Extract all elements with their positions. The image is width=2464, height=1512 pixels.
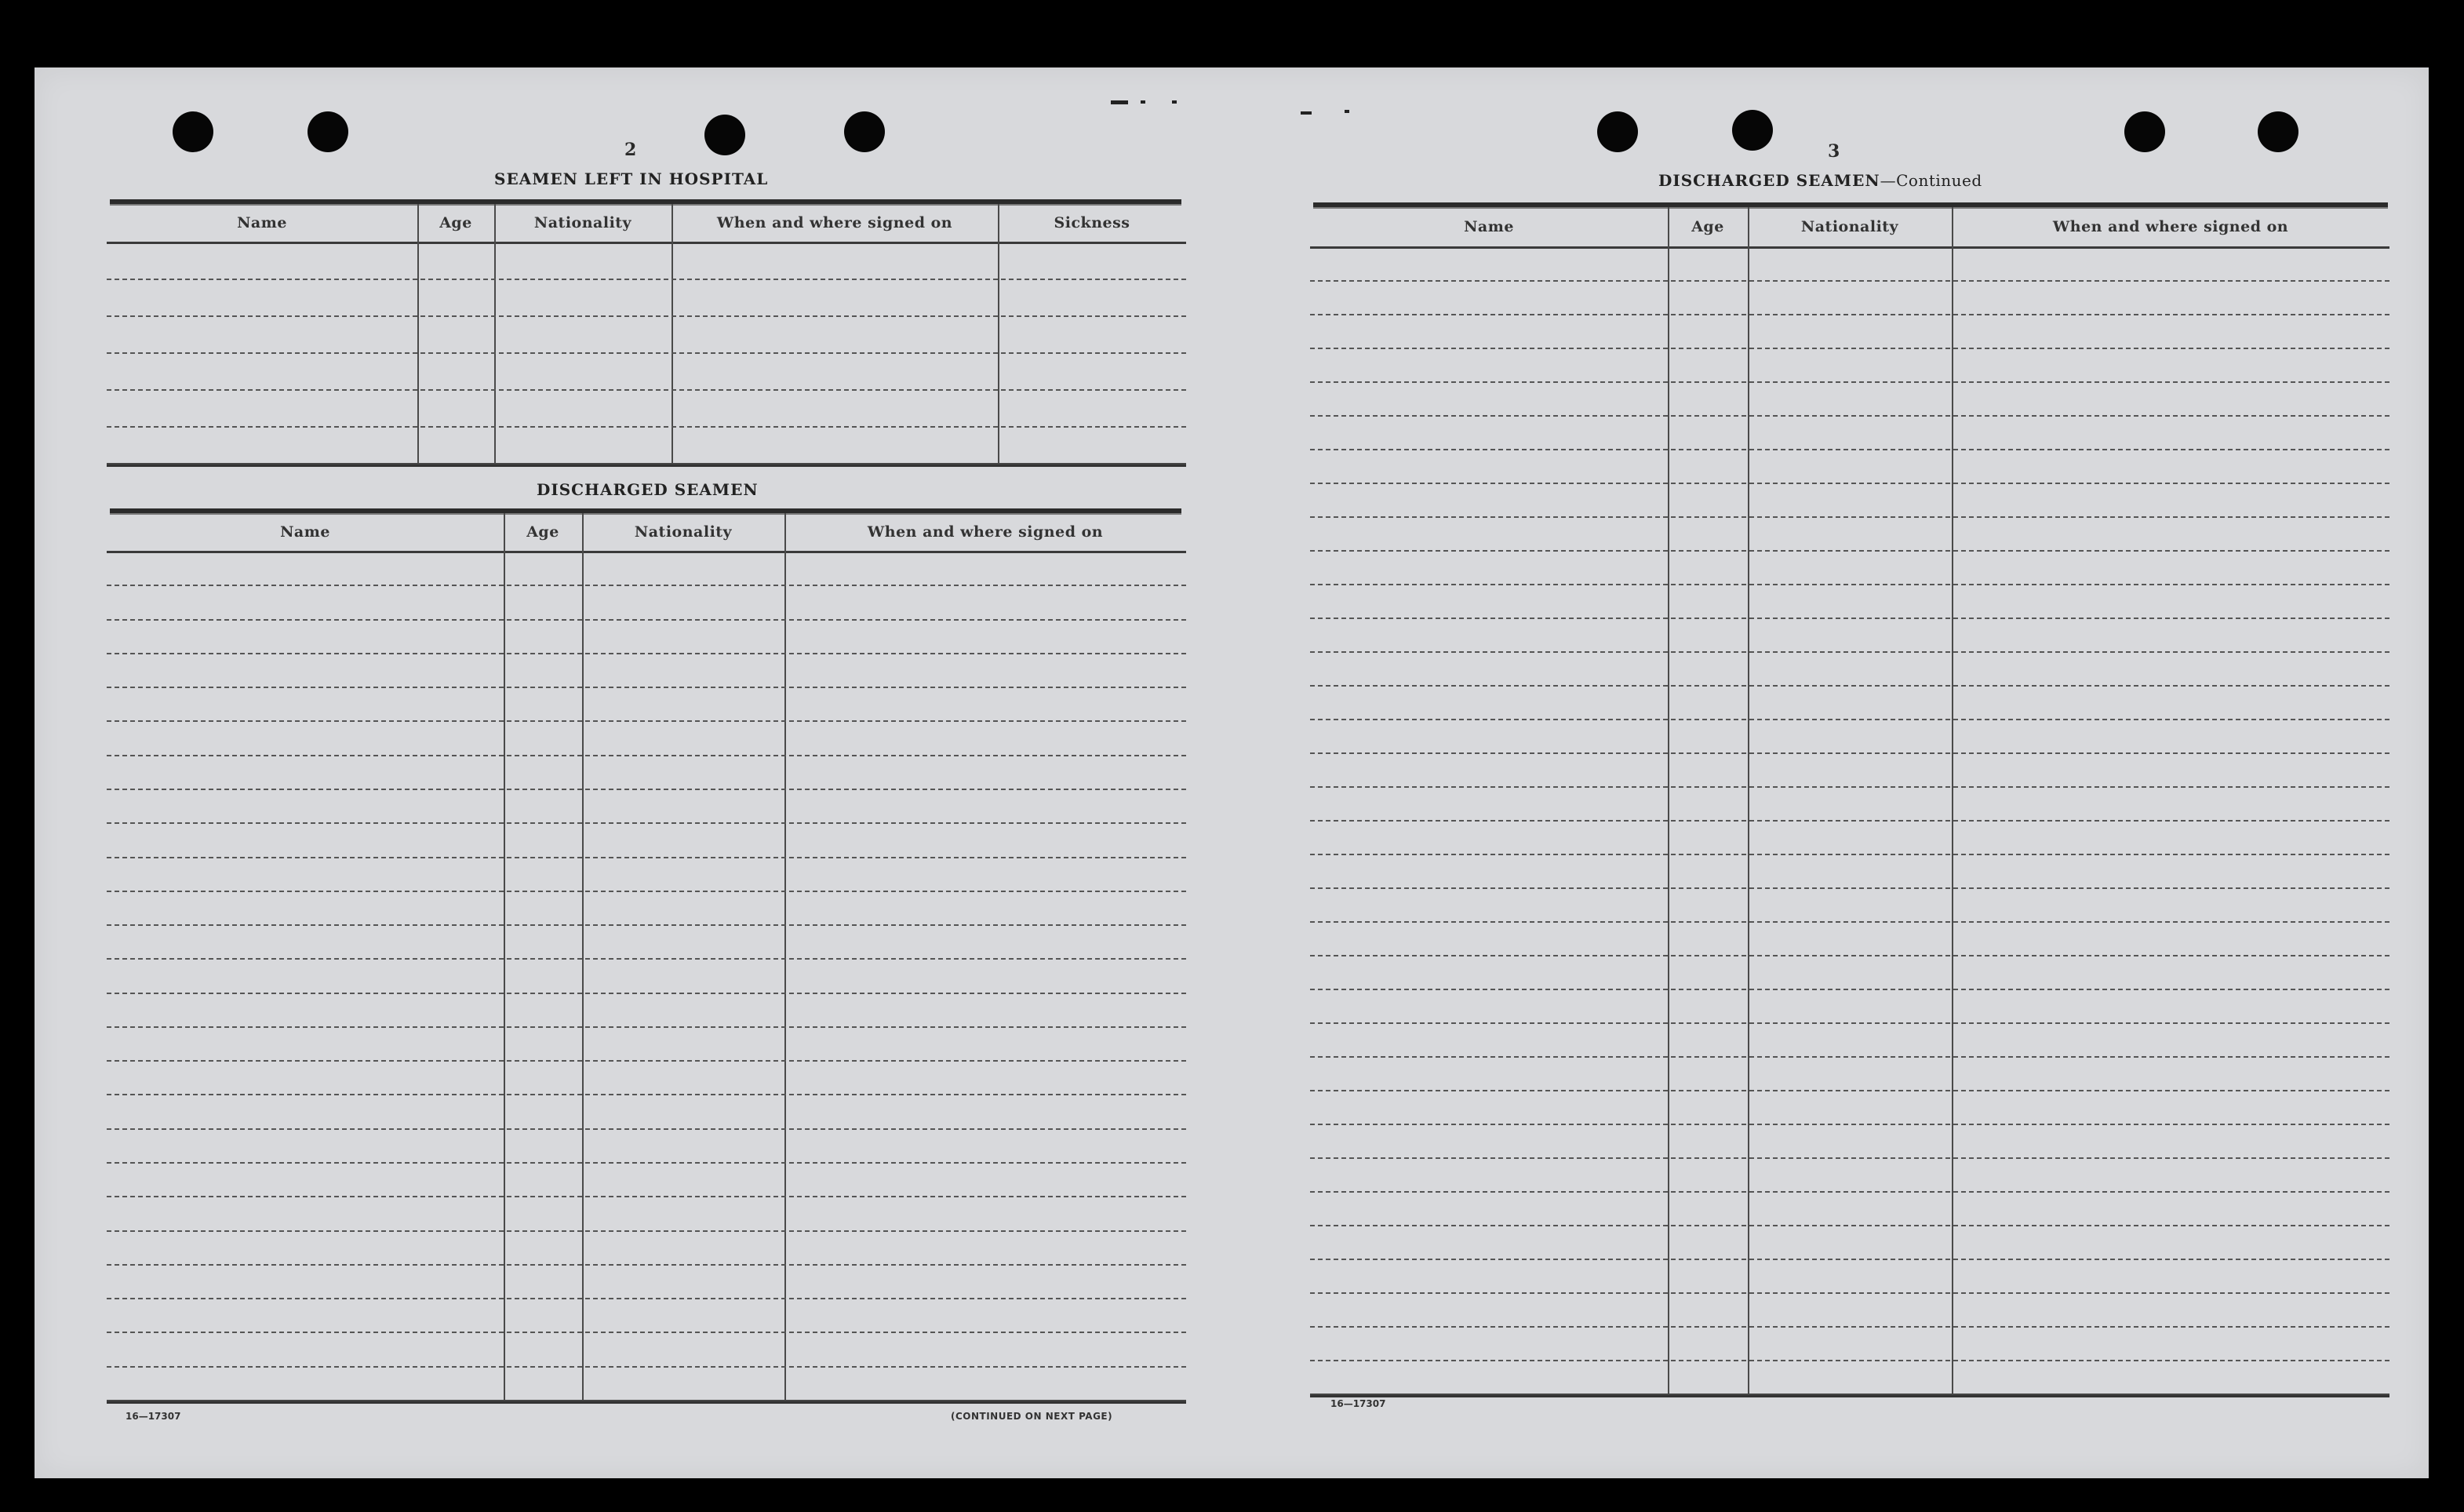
table-row[interactable] xyxy=(107,687,1186,688)
table-row[interactable] xyxy=(1310,887,2389,889)
column-header: Nationality xyxy=(634,523,733,541)
column-divider xyxy=(672,204,673,463)
table-row[interactable] xyxy=(107,1230,1186,1232)
table-row[interactable] xyxy=(107,924,1186,926)
table-row[interactable] xyxy=(107,1366,1186,1368)
table-row[interactable] xyxy=(1310,415,2389,417)
column-header: Age xyxy=(526,523,559,541)
table-row[interactable] xyxy=(107,1060,1186,1062)
punch-hole xyxy=(308,111,348,152)
page-number: 3 xyxy=(1828,141,1840,162)
header-rule xyxy=(107,242,1186,244)
table-row[interactable] xyxy=(107,1026,1186,1028)
discharged-continued-title xyxy=(1658,171,1982,190)
section-title-text: DISCHARGED SEAMEN xyxy=(1658,171,1880,190)
column-divider xyxy=(1952,207,1953,1394)
continued-note: (CONTINUED ON NEXT PAGE) xyxy=(951,1411,1113,1422)
table-row[interactable] xyxy=(107,1162,1186,1164)
table-row[interactable] xyxy=(107,822,1186,824)
punch-hole xyxy=(704,115,745,155)
header-rule xyxy=(1310,246,2389,249)
table-row[interactable] xyxy=(1310,651,2389,653)
table-row[interactable] xyxy=(107,653,1186,654)
table-row[interactable] xyxy=(1310,820,2389,822)
table-row[interactable] xyxy=(107,891,1186,892)
table-row[interactable] xyxy=(1310,314,2389,315)
column-divider xyxy=(494,204,496,463)
punch-hole xyxy=(1597,111,1638,152)
table-row[interactable] xyxy=(1310,449,2389,450)
scanned-sheet xyxy=(35,67,2429,1478)
table-bottom-rule xyxy=(107,465,1186,467)
table-row[interactable] xyxy=(107,755,1186,756)
table-row[interactable] xyxy=(107,958,1186,960)
page-number: 2 xyxy=(624,140,637,160)
column-divider xyxy=(1748,207,1749,1394)
column-header: When and where signed on xyxy=(716,214,953,231)
punch-hole xyxy=(2258,111,2298,152)
table-row[interactable] xyxy=(1310,1022,2389,1024)
table-row[interactable] xyxy=(1310,955,2389,956)
table-bottom-rule xyxy=(1310,1395,2389,1397)
column-header: Name xyxy=(1464,218,1514,235)
table-row[interactable] xyxy=(1310,280,2389,282)
hospital-table xyxy=(107,204,1186,463)
scan-mark xyxy=(1345,110,1349,113)
table-row[interactable] xyxy=(1310,989,2389,990)
table-row[interactable] xyxy=(107,315,1186,317)
table-row[interactable] xyxy=(107,857,1186,858)
table-row[interactable] xyxy=(1310,483,2389,484)
scan-mark xyxy=(1111,100,1128,104)
table-row[interactable] xyxy=(1310,1292,2389,1294)
scan-mark xyxy=(1172,100,1177,104)
column-divider xyxy=(784,513,786,1400)
table-row[interactable] xyxy=(1310,1124,2389,1125)
table-bottom-rule xyxy=(107,1401,1186,1404)
table-row[interactable] xyxy=(107,585,1186,586)
column-header: Age xyxy=(439,214,472,231)
header-rule xyxy=(107,551,1186,553)
punch-hole xyxy=(844,111,885,152)
table-row[interactable] xyxy=(107,1196,1186,1197)
table-row[interactable] xyxy=(1310,1259,2389,1260)
table-row[interactable] xyxy=(1310,381,2389,383)
table-row[interactable] xyxy=(107,352,1186,354)
scan-mark xyxy=(1301,111,1312,115)
column-header: Name xyxy=(237,214,287,231)
discharged-table xyxy=(107,513,1186,1400)
table-row[interactable] xyxy=(107,789,1186,790)
table-row[interactable] xyxy=(1310,921,2389,923)
table-row[interactable] xyxy=(1310,786,2389,788)
table-row[interactable] xyxy=(1310,348,2389,349)
table-row[interactable] xyxy=(107,1264,1186,1266)
column-divider xyxy=(1668,207,1669,1394)
column-header: When and where signed on xyxy=(867,523,1104,541)
table-row[interactable] xyxy=(1310,618,2389,619)
discharged-continued-table xyxy=(1310,207,2389,1394)
column-header: Sickness xyxy=(1054,214,1130,231)
section-title-suffix: —Continued xyxy=(1880,171,1982,190)
table-row[interactable] xyxy=(1310,1056,2389,1058)
table-row[interactable] xyxy=(107,619,1186,621)
column-divider xyxy=(998,204,999,463)
table-row[interactable] xyxy=(107,389,1186,391)
column-header: Nationality xyxy=(1800,218,1899,235)
column-header: Name xyxy=(280,523,330,541)
table-row[interactable] xyxy=(107,720,1186,722)
table-row[interactable] xyxy=(1310,1360,2389,1361)
table-row[interactable] xyxy=(1310,550,2389,552)
table-row[interactable] xyxy=(1310,719,2389,720)
table-row[interactable] xyxy=(1310,1326,2389,1328)
hospital-section-title: SEAMEN LEFT IN HOSPITAL xyxy=(494,169,769,188)
scan-mark xyxy=(1141,100,1145,104)
table-row[interactable] xyxy=(1310,1191,2389,1193)
table-row[interactable] xyxy=(107,1298,1186,1299)
table-row[interactable] xyxy=(1310,752,2389,754)
punch-hole xyxy=(1732,110,1773,151)
punch-hole xyxy=(173,111,213,152)
column-header: When and where signed on xyxy=(2052,218,2289,235)
form-number: 16—17307 xyxy=(126,1411,181,1422)
table-row[interactable] xyxy=(1310,1225,2389,1226)
form-number: 16—17307 xyxy=(1330,1398,1386,1409)
column-header: Nationality xyxy=(533,214,632,231)
column-divider xyxy=(582,513,584,1400)
column-header: Age xyxy=(1691,218,1724,235)
table-row[interactable] xyxy=(107,1094,1186,1095)
column-divider xyxy=(417,204,419,463)
table-row[interactable] xyxy=(107,1332,1186,1333)
table-row[interactable] xyxy=(1310,685,2389,687)
table-row[interactable] xyxy=(1310,854,2389,855)
table-row[interactable] xyxy=(107,993,1186,994)
table-row[interactable] xyxy=(107,426,1186,428)
table-row[interactable] xyxy=(107,279,1186,280)
table-row[interactable] xyxy=(1310,516,2389,518)
table-row[interactable] xyxy=(1310,1157,2389,1159)
table-row[interactable] xyxy=(107,1128,1186,1130)
table-row[interactable] xyxy=(1310,1090,2389,1091)
punch-hole xyxy=(2124,111,2165,152)
discharged-section-title: DISCHARGED SEAMEN xyxy=(537,480,759,499)
column-divider xyxy=(504,513,505,1400)
table-row[interactable] xyxy=(1310,584,2389,585)
